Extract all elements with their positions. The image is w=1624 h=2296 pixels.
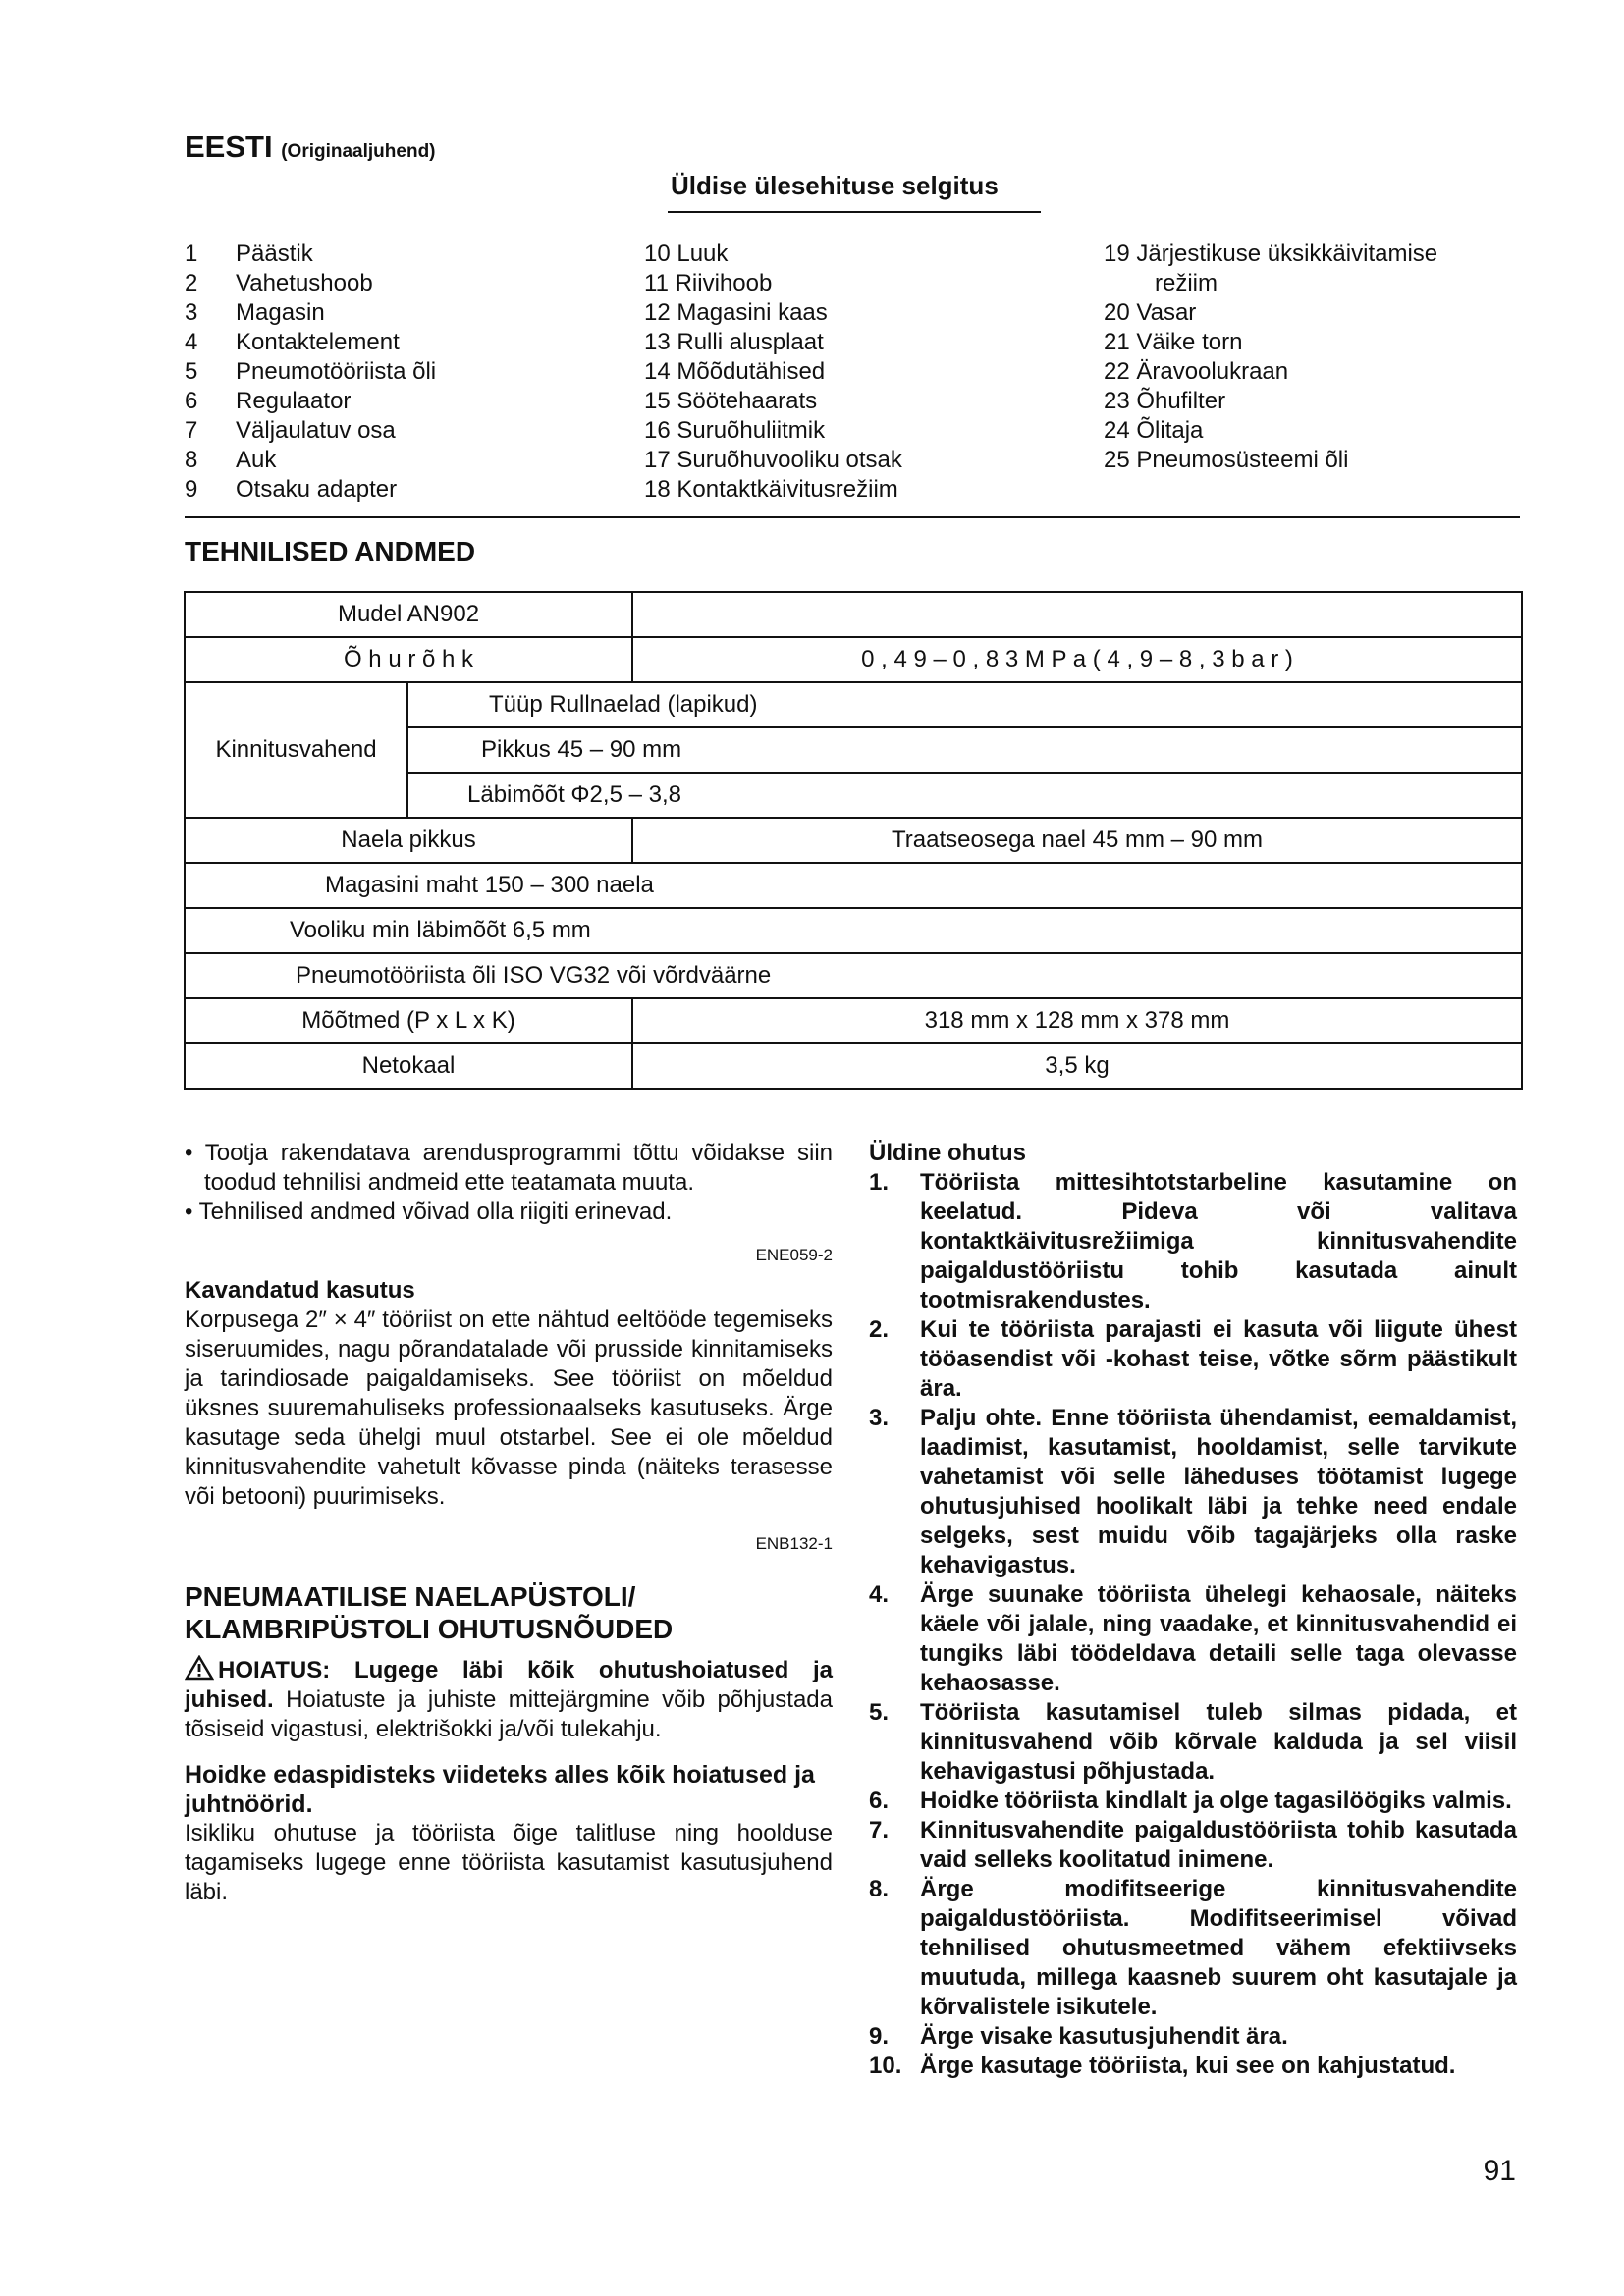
list-item [869, 1787, 1517, 1816]
parts-item-label: Regulaator [236, 388, 352, 414]
overview-title: Üldise ülesehituse selgitus [671, 171, 999, 200]
spec-empty-cell [632, 592, 1522, 637]
spec-nail-length-value: Traatseosega nael 45 mm – 90 mm [632, 818, 1522, 863]
parts-item [185, 269, 436, 298]
parts-item: 18 Kontaktkäivitusrežiim [644, 476, 898, 503]
parts-item [185, 240, 436, 269]
parts-item-label: Magasin [236, 299, 325, 326]
list-item-number: 4. [869, 1581, 890, 1608]
parts-item: 14 Mõõdutähised [644, 358, 826, 385]
parts-list-col2 [644, 240, 902, 505]
parts-item-number: 1 [185, 240, 198, 267]
parts-item-number: 6 [185, 388, 198, 414]
note-code: ENB132-1 [755, 1534, 833, 1553]
parts-item-label: Pneumotööriista õli [236, 358, 437, 385]
parts-item: 22 Äravoolukraan [1104, 358, 1289, 385]
general-safety-list [869, 1168, 1517, 2081]
left-column [185, 1139, 833, 1907]
parts-item [185, 328, 436, 357]
list-item-text: Ärge visake kasutusjuhendit ära. [920, 2023, 1288, 2050]
spec-type: Tüüp Rullnaelad (lapikud) [407, 682, 1522, 727]
parts-item [185, 475, 436, 505]
parts-item-number: 4 [185, 329, 198, 355]
list-item-text: Tööriista kasutamisel tuleb silmas pidada, et kinnitusvahend võib kõrvale kalduda ja sel viisil kehavigastusi põhjustada. [920, 1699, 1517, 1785]
keep-instructions-title: Hoidke edaspidisteks viideteks alles kõik hoiatused ja juhtnöörid. [185, 1761, 815, 1818]
spec-diameter: Läbimõõt Φ2,5 – 3,8 [407, 773, 1522, 818]
spec-dimensions-value: 318 mm x 128 mm x 378 mm [632, 998, 1522, 1043]
parts-item [185, 298, 436, 328]
spec-hose: Vooliku min läbimõõt 6,5 mm [185, 908, 1522, 953]
table-row [185, 863, 1522, 908]
list-item-text: Ärge suunake tööriista ühelegi kehaosale, näiteks käele või jalale, ning vaadake, et kinnitusvahendid ei tungiks läbi töödeldava detaili selle taga olevasse kehaosasse. [920, 1581, 1517, 1696]
table-row [185, 953, 1522, 998]
list-item-text: Hoidke tööriista kindlalt ja olge tagasilöögiks valmis. [920, 1788, 1512, 1814]
parts-item: 17 Suruõhuvooliku otsak [644, 447, 902, 473]
list-item [869, 1875, 1517, 2022]
list-item [869, 2052, 1517, 2081]
parts-item: 19 Järjestikuse üksikkäivitamise [1104, 240, 1438, 267]
parts-item-number: 9 [185, 476, 198, 503]
parts-item-label: Kontaktelement [236, 329, 400, 355]
page-number: 91 [1483, 2155, 1516, 2187]
spec-model: Mudel AN902 [185, 592, 632, 637]
right-column [869, 1139, 1517, 2081]
parts-item [185, 416, 436, 446]
parts-item [185, 387, 436, 416]
parts-list-col1 [185, 240, 436, 505]
parts-item-cont: režiim [1155, 270, 1218, 296]
parts-list-col3 [1104, 240, 1437, 475]
parts-item-label: Auk [236, 447, 277, 473]
parts-item: 11 Riivihoob [644, 270, 773, 296]
parts-item-number: 2 [185, 270, 198, 296]
warning-triangle-icon [185, 1655, 214, 1681]
parts-item-label: Väljaulatuv osa [236, 417, 396, 444]
list-item-number: 9. [869, 2023, 890, 2050]
parts-item-number: 7 [185, 417, 198, 444]
list-item [869, 1698, 1517, 1787]
safety-section-title: PNEUMAATILISE NAELAPÜSTOLI/ KLAMBRIPÜSTOLI OHUTUSNÕUDED [185, 1581, 674, 1644]
parts-item: 21 Väike torn [1104, 329, 1243, 355]
list-item [869, 1168, 1517, 1315]
specs-title: TEHNILISED ANDMED [185, 536, 476, 566]
parts-item [185, 446, 436, 475]
note-bullet: • Tehnilised andmed võivad olla riigiti erinevad. [185, 1199, 673, 1225]
spec-magazine: Magasini maht 150 – 300 naela [185, 863, 1522, 908]
language-subtitle: (Originaaljuhend) [281, 141, 436, 162]
parts-item: 25 Pneumosüsteemi õli [1104, 447, 1349, 473]
spec-oil: Pneumotööriista õli ISO VG32 või võrdväärne [185, 953, 1522, 998]
list-item [869, 2022, 1517, 2052]
parts-item: 10 Luuk [644, 240, 729, 267]
list-item-text: Ärge kasutage tööriista, kui see on kahjustatud. [920, 2053, 1456, 2079]
parts-item: 16 Suruõhuliitmik [644, 417, 826, 444]
parts-item-label: Vahetushoob [236, 270, 373, 296]
parts-item-label: Päästik [236, 240, 313, 267]
spec-weight-value: 3,5 kg [632, 1043, 1522, 1089]
parts-item-number: 5 [185, 358, 198, 385]
list-item-number: 8. [869, 1876, 890, 1902]
warning-text: Hoiatuste ja juhiste mittejärgmine võib põhjustada tõsiseid vigastusi, elektrišokki ja/või tulekahju. [185, 1686, 833, 1742]
language-label: EESTI [185, 130, 273, 164]
list-item-number: 1. [869, 1169, 890, 1196]
list-item [869, 1580, 1517, 1698]
spec-weight-label: Netokaal [185, 1043, 632, 1089]
note-code: ENE059-2 [755, 1246, 833, 1264]
list-item-number: 10. [869, 2053, 902, 2079]
table-row [185, 1043, 1522, 1089]
parts-item: 15 Söötehaarats [644, 388, 818, 414]
list-item [869, 1816, 1517, 1875]
spec-nail-length-label: Naela pikkus [185, 818, 632, 863]
general-safety-title: Üldine ohutus [869, 1140, 1026, 1166]
spec-pressure-label: Õ h u r õ h k [185, 637, 632, 682]
list-item-number: 7. [869, 1817, 890, 1843]
spec-length: Pikkus 45 – 90 mm [407, 727, 1522, 773]
intended-use-title: Kavandatud kasutus [185, 1277, 415, 1304]
list-item-text: Ärge modifitseerige kinnitusvahendite paigaldustööriista. Modifitseerimisel võivad tehnilised ohutusmeetmed vähem efektiivseks muutuda, millega kaasneb suurem oht kasutajale ja kõrvalistele isikutele. [920, 1876, 1517, 2020]
note-bullet: • Tootja rakendatava arendusprogrammi tõttu võidakse siin toodud tehnilisi andmeid ette teatamata muuta. [185, 1140, 833, 1196]
spec-dimensions-label: Mõõtmed (P x L x K) [185, 998, 632, 1043]
parts-item [185, 357, 436, 387]
parts-item: 12 Magasini kaas [644, 299, 828, 326]
parts-item: 20 Vasar [1104, 299, 1197, 326]
language-heading [185, 130, 436, 165]
parts-item: 24 Õlitaja [1104, 417, 1204, 444]
list-item-number: 5. [869, 1699, 890, 1726]
parts-item-number: 3 [185, 299, 198, 326]
section-divider [185, 516, 1520, 518]
parts-item: 23 Õhufilter [1104, 388, 1226, 414]
keep-instructions-text: Isikliku ohutuse ja tööriista õige talitluse ning hoolduse tagamiseks lugege enne tööriista kasutamist kasutusjuhend läbi. [185, 1820, 833, 1905]
list-item-text: Kinnitusvahendite paigaldustööriista tohib kasutada vaid selleks koolitatud inimene. [920, 1817, 1517, 1873]
table-row [185, 998, 1522, 1043]
specs-table [184, 591, 1523, 1090]
table-row [185, 818, 1522, 863]
list-item-number: 3. [869, 1405, 890, 1431]
list-item [869, 1404, 1517, 1580]
list-item-number: 6. [869, 1788, 890, 1814]
list-item [869, 1315, 1517, 1404]
parts-item: 13 Rulli alusplaat [644, 329, 824, 355]
warning-bold: HOIATUS: Lugege läbi kõik ohutushoiatused ja juhised. [185, 1657, 833, 1713]
table-row [185, 682, 1522, 727]
spec-pressure-value: 0 , 4 9 – 0 , 8 3 M P a ( 4 , 9 – 8 , 3 b a r ) [632, 637, 1522, 682]
parts-item-label: Otsaku adapter [236, 476, 398, 503]
table-row [185, 592, 1522, 637]
table-row [185, 637, 1522, 682]
list-item-text: Palju ohte. Enne tööriista ühendamist, eemaldamist, laadimist, kasutamist, hooldamist, selle tarvikute vahetamist või selle läheduses töötamist lugege ohutusjuhised hoolikalt läbi ja tehke need endale selgeks, sest muidu võib tagajärjeks olla raske kehavigastus. [920, 1405, 1517, 1578]
intended-use-text: Korpusega 2″ × 4″ tööriist on ette nähtud eeltööde tegemiseks siseruumides, nagu põrandatalade või prusside kinnitamiseks ja tarindiosade paigaldamiseks. See tööriist on mõeldud üksnes suuremahuliseks professionaalseks kasutuseks. Ärge kasutage seda ühelgi muul otstarbel. See ei ole mõeldud kinnitusvahendite vahetult kõvasse pinda (näiteks terasesse või betooni) puurimiseks. [185, 1307, 833, 1510]
parts-item-number: 8 [185, 447, 198, 473]
list-item-number: 2. [869, 1316, 890, 1343]
overview-underline [668, 211, 1041, 213]
spec-fastener-label: Kinnitusvahend [185, 682, 407, 818]
list-item-text: Kui te tööriista parajasti ei kasuta või liigute ühest tööasendist või -kohast teise, võtke sõrm päästikult ära. [920, 1316, 1517, 1402]
table-row [185, 908, 1522, 953]
list-item-text: Tööriista mittesihtotstarbeline kasutamine on keelatud. Pideva või valitava kontaktkäivitusrežiimiga kinnitusvahendite paigaldustööriistu tohib kasutada ainult tootmisrakendustes. [920, 1169, 1517, 1313]
warning-paragraph [185, 1655, 833, 1744]
